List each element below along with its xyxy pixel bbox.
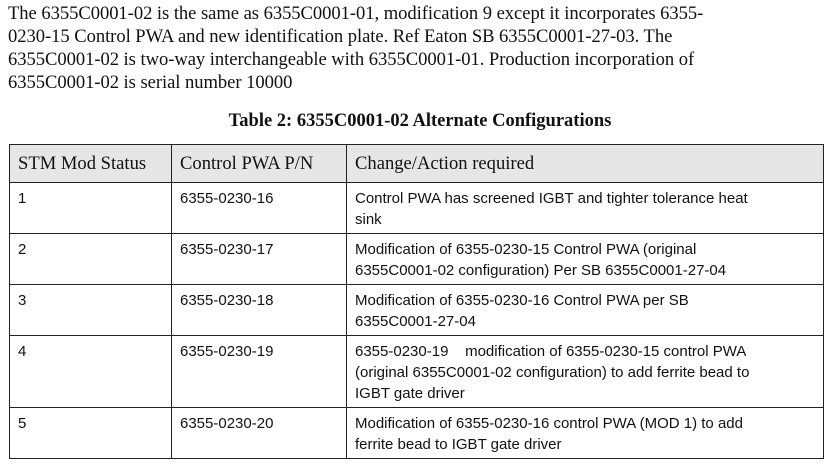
cell-change-line: IGBT gate driver bbox=[355, 385, 465, 402]
intro-line: The 6355C0001-02 is the same as 6355C0001-01, modification 9 except it incorporates 6355- bbox=[8, 3, 704, 24]
header-change-action: Change/Action required bbox=[347, 145, 824, 183]
intro-line: 6355C0001-02 is two-way interchangeable with 6355C0001-01. Production incorporation of bbox=[8, 49, 695, 70]
intro-line: 0230-15 Control PWA and new identification plate. Ref Eaton SB 6355C0001-27-03. The bbox=[8, 26, 673, 47]
cell-change-line: Control PWA has screened IGBT and tighter tolerance heat bbox=[355, 190, 748, 207]
cell-pwa-pn: 6355-0230-19 bbox=[172, 336, 347, 408]
cell-change bbox=[347, 336, 824, 408]
table-caption: Table 2: 6355C0001-02 Alternate Configurations bbox=[228, 111, 612, 131]
cell-change bbox=[347, 408, 824, 459]
cell-status: 2 bbox=[10, 234, 172, 285]
cell-change-line: 6355C0001-02 configuration) Per SB 6355C0001-27-04 bbox=[355, 262, 727, 279]
cell-change-line: 6355C0001-27-04 bbox=[355, 313, 476, 330]
table-row bbox=[10, 285, 824, 336]
cell-pwa-pn: 6355-0230-18 bbox=[172, 285, 347, 336]
cell-status: 1 bbox=[10, 183, 172, 234]
cell-pwa-pn: 6355-0230-16 bbox=[172, 183, 347, 234]
header-stm-mod-status: STM Mod Status bbox=[10, 145, 172, 183]
cell-change-line: ferrite bead to IGBT gate driver bbox=[355, 436, 562, 453]
table-body bbox=[10, 183, 824, 459]
table-row bbox=[10, 234, 824, 285]
table-row bbox=[10, 408, 824, 459]
table-row bbox=[10, 336, 824, 408]
cell-change bbox=[347, 234, 824, 285]
cell-change-line: sink bbox=[355, 211, 382, 228]
cell-status: 4 bbox=[10, 336, 172, 408]
cell-pwa-pn: 6355-0230-20 bbox=[172, 408, 347, 459]
cell-change-line: Modification of 6355-0230-16 Control PWA per SB bbox=[355, 292, 689, 309]
cell-change-line: 6355-0230-19 modification of 6355-0230-15 control PWA bbox=[355, 343, 747, 360]
cell-status: 5 bbox=[10, 408, 172, 459]
intro-line: 6355C0001-02 is serial number 10000 bbox=[8, 72, 293, 93]
alternate-configurations-table bbox=[9, 144, 824, 459]
cell-status: 3 bbox=[10, 285, 172, 336]
cell-change bbox=[347, 183, 824, 234]
cell-pwa-pn: 6355-0230-17 bbox=[172, 234, 347, 285]
header-control-pwa-pn: Control PWA P/N bbox=[172, 145, 347, 183]
cell-change-line: (original 6355C0001-02 configuration) to add ferrite bead to bbox=[355, 364, 750, 381]
cell-change-line: Modification of 6355-0230-15 Control PWA (original bbox=[355, 241, 697, 258]
table-row bbox=[10, 183, 824, 234]
table-header bbox=[10, 145, 824, 183]
header-row bbox=[10, 145, 824, 183]
intro-paragraph bbox=[8, 2, 824, 94]
cell-change bbox=[347, 285, 824, 336]
cell-change-line: Modification of 6355-0230-16 control PWA (MOD 1) to add bbox=[355, 415, 743, 432]
